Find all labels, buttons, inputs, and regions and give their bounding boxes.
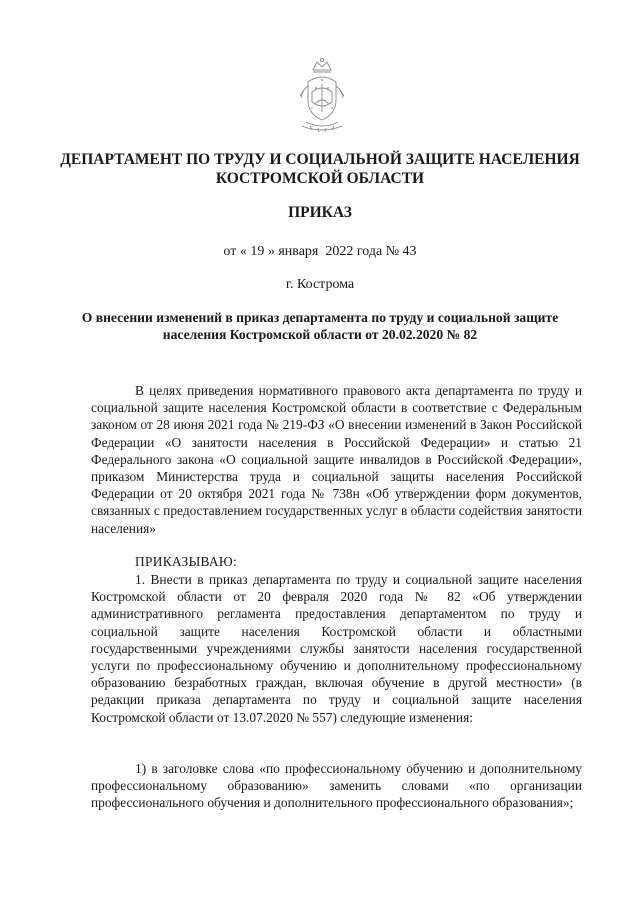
item-1-1-text: 1) в заголовке слова «по профессиональному обучению и дополнительному профессиональному образованию» заменить словами «по организации профессионального обучения и дополнительного профессионального образования»;: [91, 761, 582, 811]
issuing-city: г. Кострома: [285, 277, 355, 292]
order-word-paragraph: [91, 553, 582, 570]
preamble-paragraph: [91, 382, 582, 537]
preamble-text: В целях приведения нормативного правового акта департамента по труду и социальной защите населения Костромской области в соответствие с Федеральным законом от 28 июня 2021 года № 219-ФЗ «О внесении изменений в Закон Российской Федерации «О занятости населения в Российской Федерации» и статью 21 Федерального закона «О социальной защите инвалидов в Российской Федерации», приказом Министерства труда и социальной защиты населения Российской Федерации от 20 октября 2021 года № 738н «Об утверждении форм документов, связанных с предоставлением государственных услуг в области содействия занятости населения»: [91, 383, 582, 536]
item-1-paragraph: [91, 571, 582, 726]
coat-of-arms-icon: [298, 56, 346, 134]
department-title: ДЕПАРТАМЕНТ ПО ТРУДУ И СОЦИАЛЬНОЙ ЗАЩИТЕ НАСЕЛЕНИЯ КОСТРОМСКОЙ ОБЛАСТИ: [60, 151, 580, 187]
document-type: ПРИКАЗ: [288, 204, 352, 221]
order-subject: О внесении изменений в приказ департамента по труду и социальной защите населения Костромской области от 20.02.2020 № 82: [81, 310, 559, 342]
item-1-1-paragraph: [91, 760, 582, 812]
order-word: ПРИКАЗЫВАЮ:: [135, 554, 237, 569]
item-1-text: 1. Внести в приказ департамента по труду и социальной защите населения Костромской области от 20 февраля 2020 года № 82 «Об утверждении административного регламента предоставления департаментом по труду и социальной защите населения Костромской области и областными государственными учреждениями службы занятости населения государственной услуги по профессиональному обучению и дополнительному профессиональному образованию безработных граждан, включая обучение в другой местности» (в редакции приказа департамента по труду и социальной защите населения Костромской области от 13.07.2020 № 557) следующие изменения:: [91, 572, 582, 725]
order-date-number: от « 19 » января 2022 года № 43: [223, 244, 417, 259]
